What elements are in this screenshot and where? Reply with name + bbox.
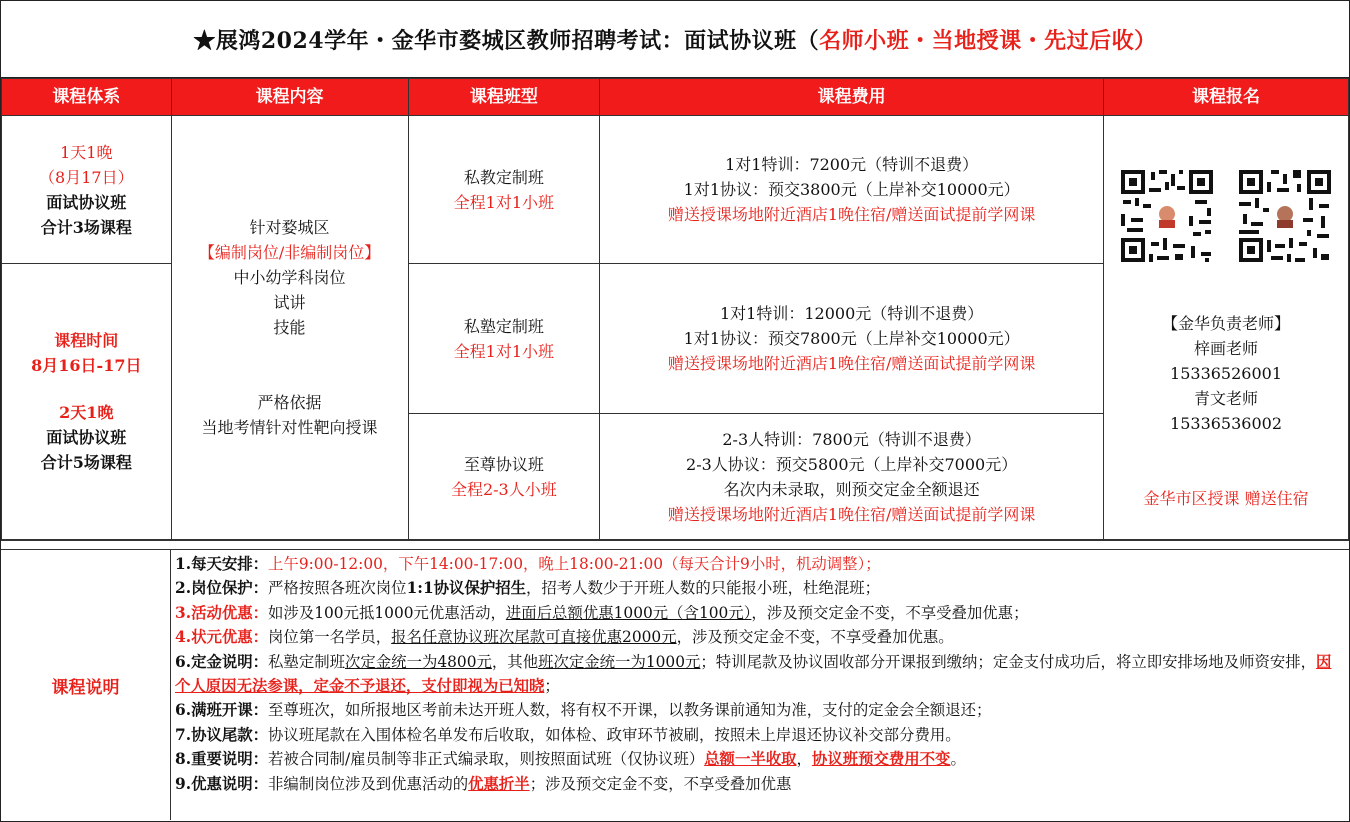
contact-heading: 【金华负责老师】 [1162,314,1291,333]
notes-label: 课程说明 [1,550,171,820]
note-item: 8.重要说明：若被合同制/雇员制等非正式编录取，则按照面试班（仅协议班）总额一半收取，协议班预交费用不变。 [175,750,966,769]
qr-code-icon[interactable] [1119,168,1215,264]
signup-cell [1104,116,1349,540]
teacher-phone[interactable]: 15336536002 [1170,414,1283,433]
teacher-phone[interactable]: 15336526001 [1170,364,1283,383]
title-close: ） [1134,27,1157,54]
contact-block [1104,311,1348,511]
divider [1,540,1349,550]
title-highlight: 名师小班・当地授课・先过后收 [819,27,1135,54]
note-item: 2.岗位保护：严格按照各班次岗位1:1协议保护招生，招考人数少于开班人数的只能报小班，杜绝混班； [175,579,881,598]
header-system: 课程体系 [2,79,172,116]
title-text: ★展鸿2024学年・金华市婺城区教师招聘考试：面试协议班（ [193,27,820,54]
notes-body [171,550,1349,820]
teacher-name: 梓画老师 [1194,339,1259,358]
course-notes [1,550,1349,820]
table-header-row [2,79,1349,116]
course-table [1,78,1349,540]
fee-cell-3: 2-3人特训：7800元（特训不退费） 2-3人协议：预交5800元（上岸补交7000元） 名次内未录取，则预交定金全额退还 赠送授课场地附近酒店1晚住宿/赠送面试提前学网课 [600,414,1104,540]
content-cell: 针对婺城区 【编制岗位/非编制岗位】 中小幼学科岗位 试讲 技能 严格依据 当地考情针对性靶向授课 [171,116,408,540]
page-title [1,1,1349,78]
header-signup: 课程报名 [1104,79,1349,116]
header-fees: 课程费用 [600,79,1104,116]
fee-cell-2: 1对1特训：12000元（特训不退费） 1对1协议：预交7800元（上岸补交10000元） 赠送授课场地附近酒店1晚住宿/赠送面试提前学网课 [600,264,1104,414]
note-item: 7.协议尾款：协议班尾款在入围体检名单发布后收取，如体检、政审环节被刷，按照未上岸退还协议补交部分费用。 [175,725,961,744]
note-item: 6.定金说明：私塾定制班次定金统一为4800元，其他班次定金统一为1000元；特训尾款及协议固收部分开课报到缴纳；定金支付成功后，将立即安排场地及师资安排，因个人原因无法参课，定金不予退还，支付即视为已知晓； [175,652,1332,696]
note-item: 9.优惠说明：非编制岗位涉及到优惠活动的优惠折半；涉及预交定金不变，不享受叠加优惠 [175,774,792,793]
header-class-type: 课程班型 [408,79,600,116]
note-item: 1.每天安排：上午9:00-12:00，下午14:00-17:00，晚上18:00-21:00（每天合计9小时，机动调整）； [175,555,881,573]
table-row [2,116,1349,264]
signup-note: 金华市区授课 赠送住宿 [1143,489,1309,508]
class-cell-1: 私教定制班 全程1对1小班 [408,116,600,264]
note-item: 6.满班开课：至尊班次，如所报地区考前未达开班人数，将有权不开课，以教务课前通知为准，支付的定金会全额退还； [175,701,992,720]
qr-codes [1104,168,1348,271]
system-cell-a: 1天1晚 （8月17日） 面试协议班 合计3场课程 [2,116,172,264]
system-cell-b: 课程时间 8月16日-17日 2天1晚 面试协议班 合计5场课程 [2,264,172,540]
note-item: 3.活动优惠：如涉及100元抵1000元优惠活动，进面后总额优惠1000元（含100元），涉及预交定金不变，不享受叠加优惠； [175,603,1029,622]
fee-cell-1: 1对1特训：7200元（特训不退费） 1对1协议：预交3800元（上岸补交10000元） 赠送授课场地附近酒店1晚住宿/赠送面试提前学网课 [600,116,1104,264]
class-cell-3: 至尊协议班 全程2-3人小班 [408,414,600,540]
note-item: 4.状元优惠：岗位第一名学员，报名任意协议班次尾款可直接优惠2000元，涉及预交定金不变，不享受叠加优惠。 [175,628,954,647]
header-content: 课程内容 [171,79,408,116]
teacher-name: 青文老师 [1194,389,1259,408]
qr-code-icon[interactable] [1237,168,1333,264]
class-cell-2: 私塾定制班 全程1对1小班 [408,264,600,414]
